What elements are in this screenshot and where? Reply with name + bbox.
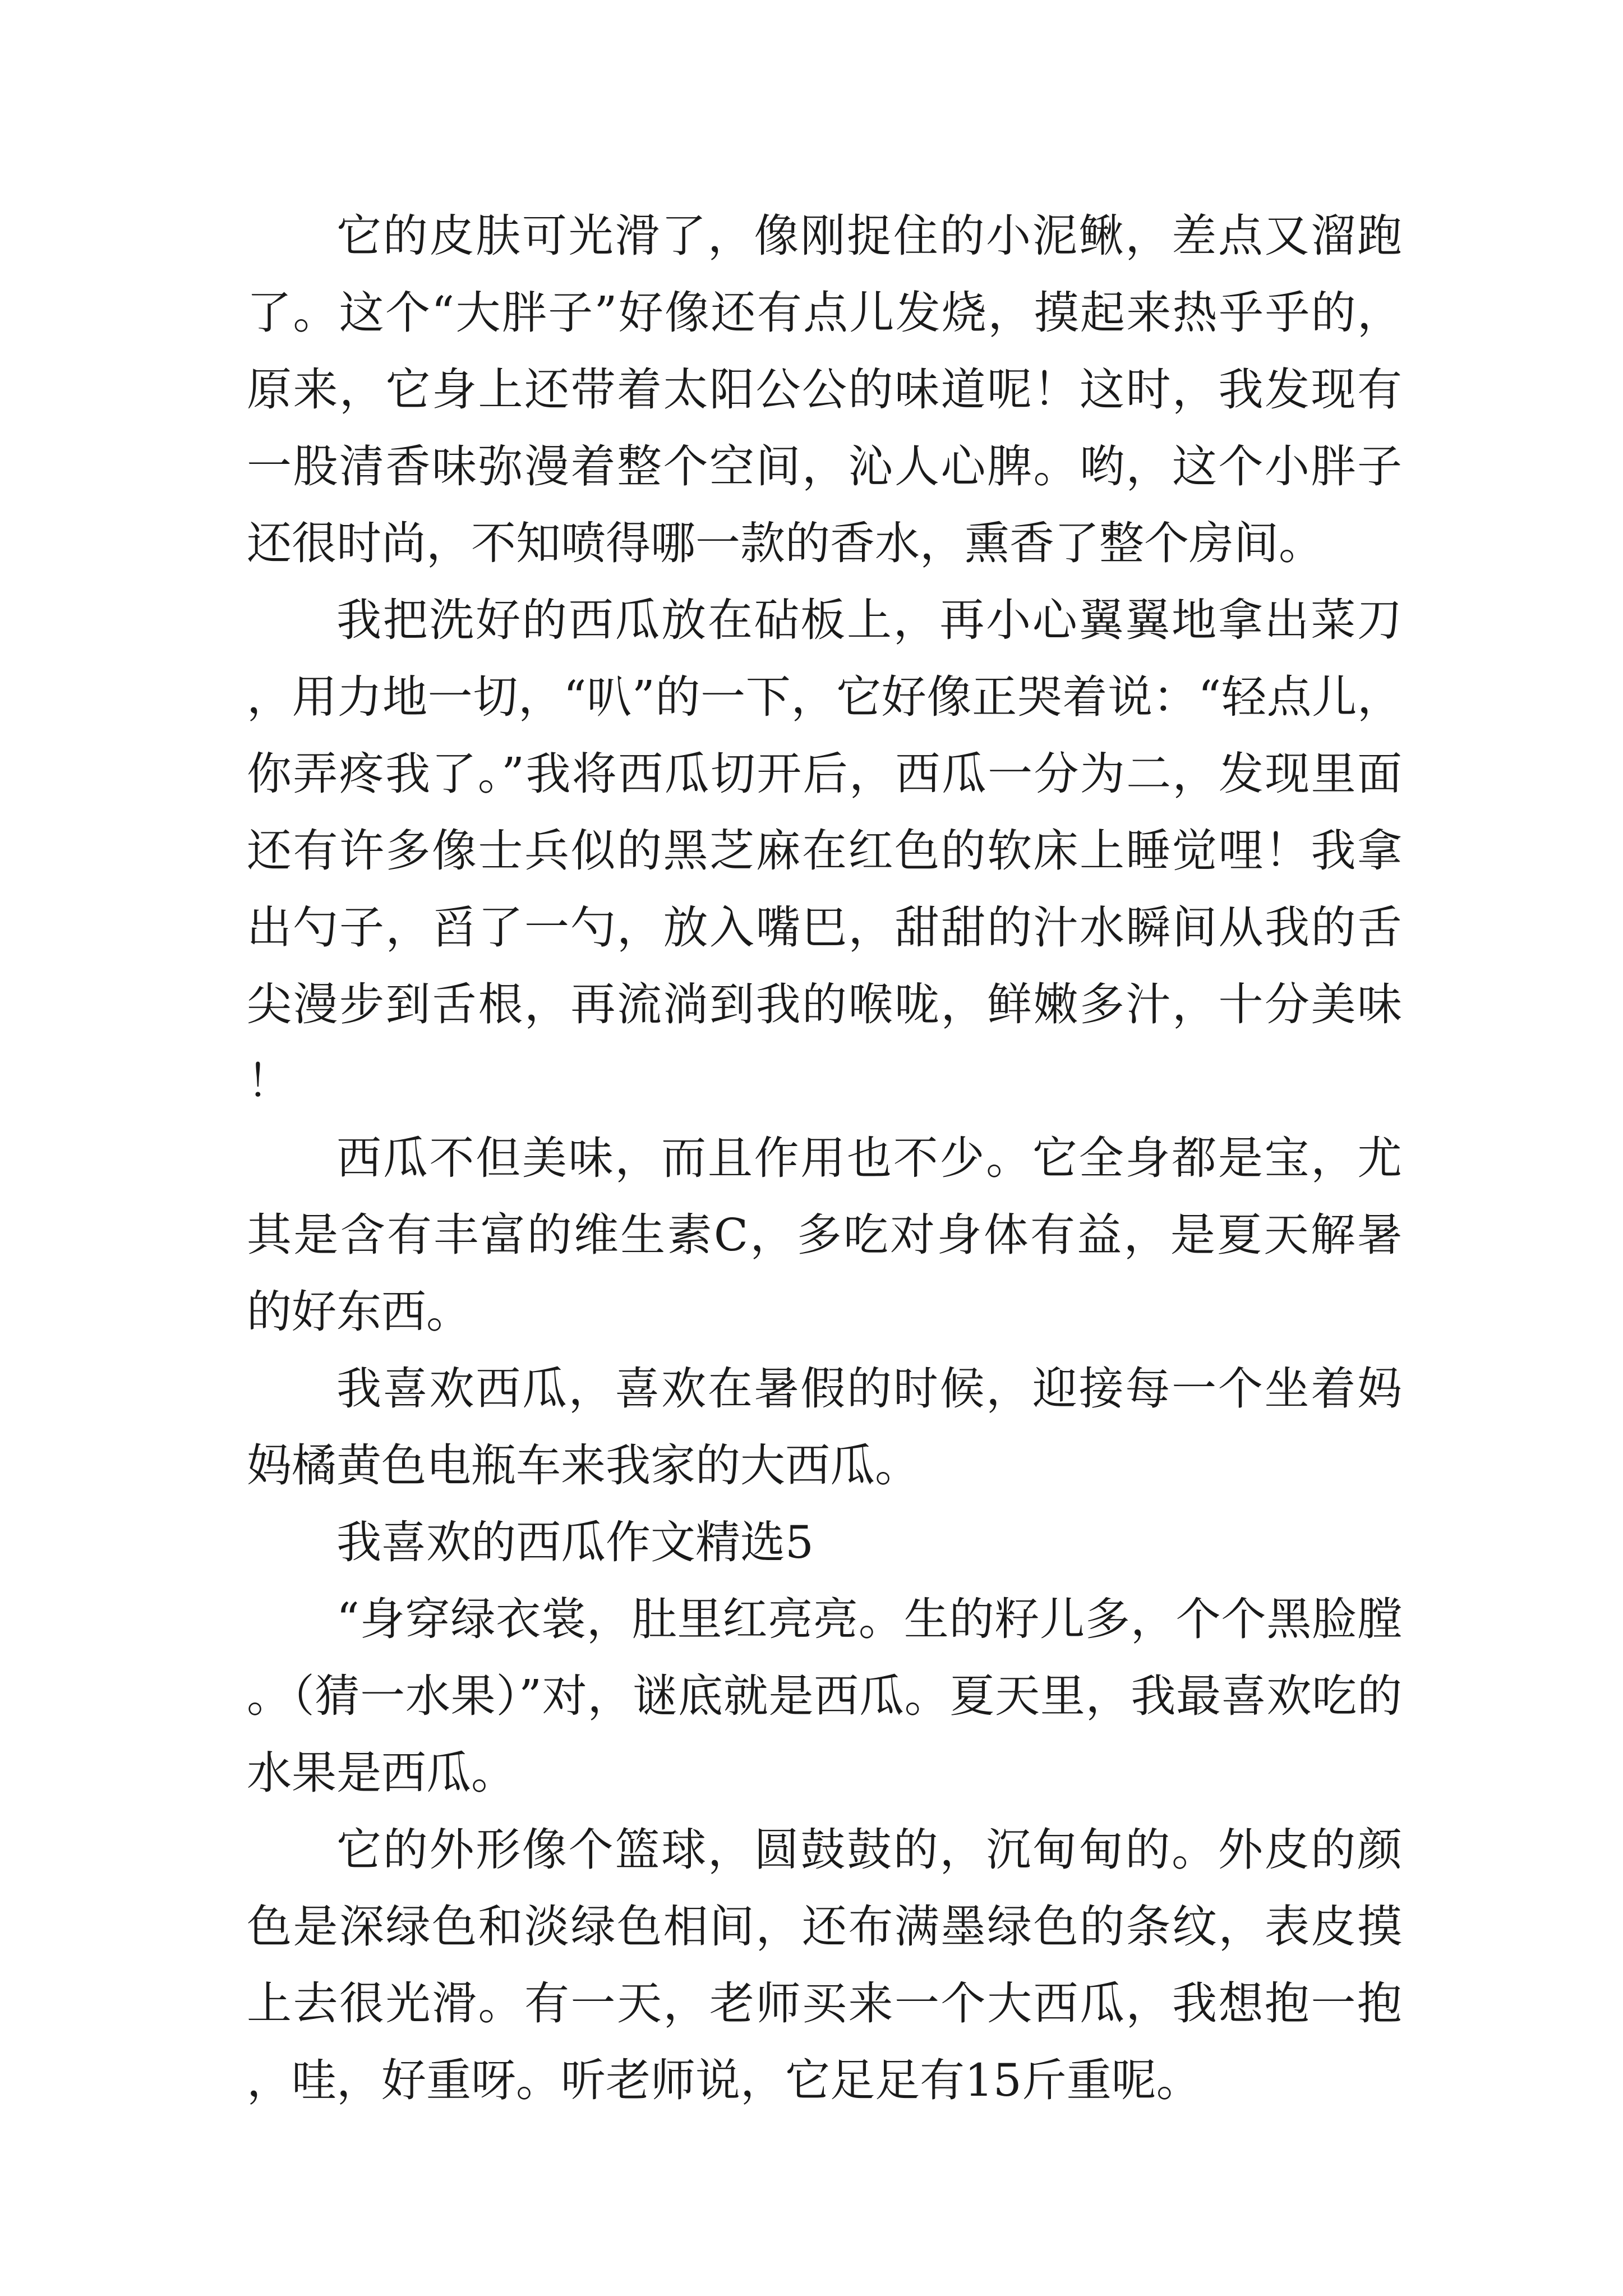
essay-body xyxy=(247,197,1402,2119)
paragraph: 它的皮肤可光滑了，像刚捉住的小泥鳅，差点又溜跑了。这个“大胖子”好像还有点儿发烧，摸起来热乎乎的，原来，它身上还带着太阳公公的味道呢！这时，我发现有一股清香味弥漫着整个空间，沁人心脾。哟，这个小胖子还很时尚，不知喷得哪一款的香水，熏香了整个房间。 xyxy=(247,210,1402,569)
section-heading: 我喜欢的西瓜作文精选5 xyxy=(336,1516,814,1568)
paragraph: 它的外形像个篮球，圆鼓鼓的，沉甸甸的。外皮的颜色是深绿色和淡绿色相间，还布满墨绿色的条纹，表皮摸上去很光滑。有一天，老师买来一个大西瓜，我想抱一抱，哇，好重呀。听老师说，它足足有15斤重呢。 xyxy=(247,1824,1402,2106)
paragraph: 西瓜不但美味，而且作用也不少。它全身都是宝，尤其是含有丰富的维生素C，多吃对身体有益，是夏天解暑的好东西。 xyxy=(247,1132,1402,1338)
paragraph: “身穿绿衣裳，肚里红亮亮。生的籽儿多，个个黑脸膛。（猜一水果）”对，谜底就是西瓜。夏天里，我最喜欢吃的水果是西瓜。 xyxy=(247,1593,1402,1799)
paragraph: 我喜欢西瓜，喜欢在暑假的时候，迎接每一个坐着妈妈橘黄色电瓶车来我家的大西瓜。 xyxy=(247,1363,1402,1492)
paragraph: 我把洗好的西瓜放在砧板上，再小心翼翼地拿出菜刀，用力地一切，“叭”的一下，它好像正哭着说：“轻点儿，你弄疼我了。”我将西瓜切开后，西瓜一分为二，发现里面还有许多像士兵似的黑芝麻在红色的软床上睡觉哩！我拿出勺子，舀了一勺，放入嘴巴，甜甜的汁水瞬间从我的舌尖漫步到舌根，再流淌到我的喉咙，鲜嫩多汁，十分美味！ xyxy=(247,594,1402,1107)
